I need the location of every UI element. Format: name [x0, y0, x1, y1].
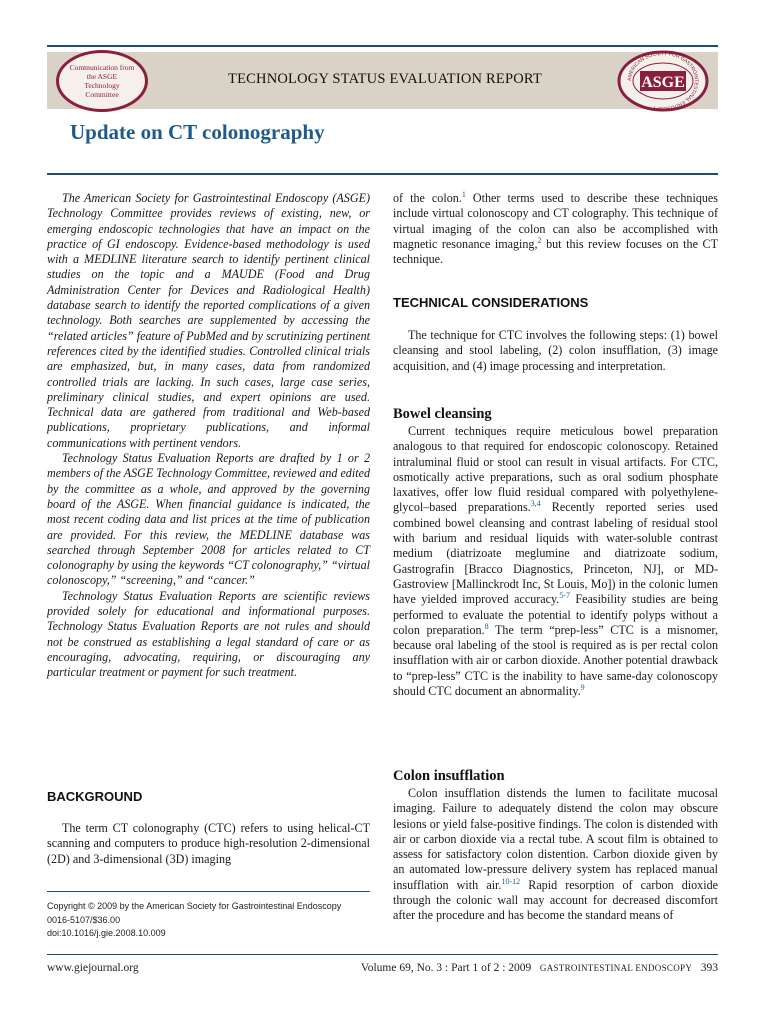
continued-paragraph: of the colon.$^1$ Other terms used to describe these techniques include virtual colonoscopy and CT colography. This technique of virtual imaging of the colon can also be accomplished with magnetic resonance imaging,$^2$ but this review focuses on the CT technique.: [393, 189, 718, 267]
reference-marker[interactable]: 8: [484, 621, 489, 631]
colon-insufflation-heading: Colon insufflation: [393, 768, 505, 784]
header-top-rule: [47, 45, 718, 47]
technical-text: [393, 328, 718, 374]
asge-logo: [617, 50, 709, 112]
issn-line: 0016-5107/$36.00: [47, 914, 121, 925]
colon-insufflation-text: [393, 786, 718, 924]
intro-paragraph: Technology Status Evaluation Reports are drafted by 1 or 2 members of the ASGE Technology Committee, reviewed and edited by the committee as a whole, and approved by the governing board of the ASGE. When financial guidance is indicated, the most recent coding data and list prices at the time of publication are provided. For this review, the MEDLINE database was searched through September 2008 for articles related to CT colonography by using the keywords “CT colonography,” “virtual colonoscopy,” “screening,” and “cancer.”: [47, 451, 370, 588]
reference-marker[interactable]: 1: [461, 189, 466, 199]
asge-logo-text: ASGE: [641, 74, 685, 91]
journal-name: GASTROINTESTINAL ENDOSCOPY: [539, 963, 693, 973]
report-type-label: TECHNOLOGY STATUS EVALUATION REPORT: [228, 71, 542, 87]
page-footer-info: [361, 962, 718, 974]
reference-marker[interactable]: 3,4: [530, 499, 541, 509]
intro-paragraph: The American Society for Gastrointestinal Endoscopy (ASGE) Technology Committee provides reviews of existing, new, or emerging endoscopic technologies that have an impact on the practice of GI endoscopy. Evidence-based methodology is used with a MEDLINE literature search to identify pertinent clinical studies on the topic and a MAUDE (Food and Drug Administration Center for Devices and Radiological Health) database search to identify the reported complications of a given technology. Both searches are supplemented by accessing the “related articles” feature of PubMed and by scrutinizing pertinent references cited by the identified studies. Controlled clinical trials are emphasized, but, in many cases, data from randomized controlled trials are lacking. In such cases, large case series, preliminary clinical studies, and expert opinions are used. Technical data are gathered from traditional and Web-based publications, proprietary publications, and informal communications with pertinent vendors.: [47, 191, 370, 450]
copyright-line: Copyright © 2009 by the American Society for Gastrointestinal Endoscopy: [47, 901, 342, 911]
background-heading: BACKGROUND: [47, 789, 143, 804]
footer-rule: [47, 954, 718, 955]
journal-website-link[interactable]: www.giejournal.org: [47, 962, 139, 974]
reference-marker[interactable]: 5-7: [559, 591, 570, 601]
background-paragraph: The term CT colonography (CTC) refers to using helical-CT scanning and computers to produce high-resolution 2-dimensional (2D) and 3-dimensional (3D) imaging: [47, 821, 370, 866]
asge-ring-text: AMERICAN SOCIETY FOR GASTROINTESTINAL ENDOSCOPY: [626, 50, 700, 112]
intro-paragraph: Technology Status Evaluation Reports are scientific reviews provided solely for educational and informational purposes. Technology Status Evaluation Reports are not rules and should not be construed as establishing a legal standard of care or as encouraging, advocating, requiring, or discouraging any particular treatment or payment for such treatment.: [47, 588, 370, 680]
reference-marker[interactable]: 10-12: [501, 876, 521, 886]
left-column: [47, 191, 370, 681]
bowel-cleansing-heading: Bowel cleansing: [393, 406, 492, 422]
colon-insufflation-paragraph: Colon insufflation distends the lumen to facilitate mucosal imaging. Failure to adequately distend the colon may obscure lesions or yield false-positive findings. The colon is distended with air or carbon dioxide via a rectal tube. A scout film is obtained to assess for satisfactory colon distention. Carbon dioxide given by an automated low-pressure delivery system has replaced manual insufflation with air.$^{10-12}$ Rapid resorption of carbon dioxide through the colonic wall may account for decreased discomfort after the procedure and has become the standard means of: [393, 786, 718, 923]
bowel-cleansing-paragraph: Current techniques require meticulous bowel preparation analogous to that required for endoscopic colonoscopy. Retained intraluminal fluid or stool can result in visual artifacts. For CTC, osmotically active preparations, such as oral sodium phosphate laxatives, offer low fluid residual compared with polyethylene-glycol–based preparations.$^{3,4}$ Recently reported series used combined bowel cleansing and contrast labeling of residual stool with barium and residual liquids with water-soluble contrast medium (diatrizoate meglumine and diatrizoate sodium, Gastrografin [Bracco Diagnostics, Princeton, NJ], or MD-Gastroview [Mallinckrodt Inc, St Louis, Mo]) in the colonic lumen have yielded improved accuracy.$^{5-7}$ Feasibility studies are being performed to evaluate the potential to identify polyps without a colon preparation.$^8$ The term “prep-less” CTC is a misnomer, because oral labeling of the stool is required as is per rectal colon insufflation with air or carbon dioxide. Another potential drawback to “prep-less” CTC is the inability to have same-day colonoscopy should CTC document an abnormality.$^9$: [393, 424, 719, 699]
asge-logo-icon: [617, 50, 709, 112]
seal-text: Communication from the ASGE Technology Committee: [69, 63, 135, 99]
reference-marker[interactable]: 9: [580, 683, 585, 693]
right-column: [393, 191, 718, 267]
doi-line: doi:10.1016/j.gie.2008.10.009: [47, 928, 166, 938]
title-rule: [47, 173, 718, 175]
background-text: [47, 821, 370, 867]
page-title: Update on CT colonography: [70, 120, 325, 144]
volume-info: Volume 69, No. 3 : Part 1 of 2 : 2009: [360, 962, 532, 974]
copyright-block: [47, 900, 377, 941]
technical-considerations-heading: TECHNICAL CONSIDERATIONS: [393, 295, 589, 310]
copyright-rule: [47, 891, 370, 892]
page-number: 393: [700, 962, 718, 974]
reference-marker[interactable]: 2: [537, 235, 542, 245]
bowel-cleansing-text: [393, 424, 718, 699]
technical-paragraph: The technique for CTC involves the following steps: (1) bowel cleansing and stool labeling, (2) colon insufflation, (3) image acquisition, and (4) image processing and interpretation.: [393, 328, 718, 373]
asge-committee-seal: [56, 50, 148, 112]
